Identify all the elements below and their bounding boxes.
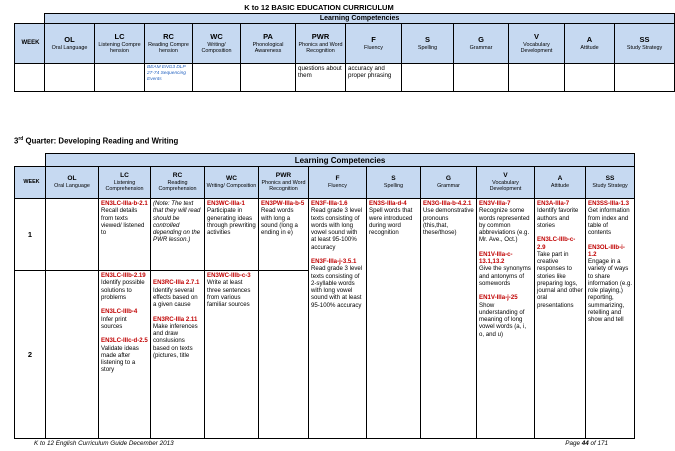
main-col-a: A Attitude xyxy=(535,167,586,199)
main-curriculum-table xyxy=(14,153,635,439)
top-col-g: G Grammar xyxy=(454,24,509,64)
top-col-pwr: PWR Phonics and Word Recognition xyxy=(296,24,346,64)
top-corner xyxy=(15,14,45,24)
week-2-ol-cell xyxy=(46,271,99,439)
week-1-rc-cell: (Note: The text that they will read should be controlled depending on the PWR lesson.) xyxy=(151,199,205,271)
top-rc-cell: BEAM ENG3 DLP 27-74 Sequencing Events xyxy=(145,64,193,92)
top-col-ol: OL Oral Language xyxy=(45,24,95,64)
top-col-v: V Vocabulary Development xyxy=(509,24,565,64)
top-ss-cell xyxy=(615,64,675,92)
grammar-cell: EN3G-IIIa-b-4.2.1 Use demonstrative pronouns (this,that, these/those) xyxy=(421,199,477,439)
top-col-a: A Attitude xyxy=(565,24,615,64)
attitude-cell: EN3A-IIIa-7 Identify favorite authors and stories EN3LC-IIIb-c-2.9 Take part in creative responses to stories like preparing logs, journal and other oral presentations xyxy=(535,199,586,439)
week-1-wc-cell: EN3WC-IIIa-1 Participate in generating ideas through prewriting activities xyxy=(205,199,259,271)
main-col-s: S Spelling xyxy=(367,167,421,199)
main-learning-competencies-heading: Learning Competencies xyxy=(46,154,635,167)
top-col-lc: LC Listening Compre hension xyxy=(95,24,145,64)
top-pa-cell xyxy=(241,64,296,92)
top-a-cell xyxy=(565,64,615,92)
top-col-rc: RC Reading Compre hension xyxy=(145,24,193,64)
week-1-number: 1 xyxy=(15,199,46,271)
vocabulary-cell: EN3V-IIIa-7 Recognize some words represented by common abbreviations (e.g. Mr. Ave., Oct.) EN1V-IIIa-c-13.1,13.2 Give the synonyms and antonyms of somewords EN1V-IIIa-j-25 Show understanding of meaning of long vowel words (a, i, o, and u) xyxy=(477,199,535,439)
top-f-cell: accuracy and proper phrasing xyxy=(346,64,402,92)
top-g-cell xyxy=(454,64,509,92)
main-col-rc: RC Reading Comprehension xyxy=(151,167,205,199)
week-2-rc-cell: EN3RC-IIIa 2.7.1 Identify several effects based on a given cause EN3RC-IIIa 2.11 Make inferences and draw conslusions based on texts (pictures, title xyxy=(151,271,205,439)
main-col-ol: OL Oral Language xyxy=(46,167,99,199)
main-col-pwr: PWR Phonics and Word Recognition xyxy=(259,167,309,199)
top-v-cell xyxy=(509,64,565,92)
page-title: K to 12 BASIC EDUCATION CURRICULUM xyxy=(244,3,394,12)
week-2-number: 2 xyxy=(15,271,46,439)
main-col-ss: SS Study Strategy xyxy=(586,167,635,199)
top-col-pa: PA Phonological Awareness xyxy=(241,24,296,64)
week-2-lc-cell: EN3LC-IIIb-2.19 Identify possible solutions to problems EN3LC-IIIb-4 Infer print sources EN3LC-IIIc-d-2.5 Validate ideas made after listening to a story xyxy=(99,271,151,439)
main-col-wc: WC Writing/ Composition xyxy=(205,167,259,199)
top-week-cell xyxy=(15,64,45,92)
main-col-g: G Grammar xyxy=(421,167,477,199)
main-col-f: F Fluency xyxy=(309,167,367,199)
main-corner xyxy=(15,154,46,167)
top-learning-competencies-heading: Learning Competencies xyxy=(45,14,675,24)
quarter-heading: 3rd Quarter: Developing Reading and Writing xyxy=(14,136,179,146)
week-2-pwr-cell xyxy=(259,271,309,439)
week-1-ol-cell xyxy=(46,199,99,271)
top-ol-cell xyxy=(45,64,95,92)
top-s-cell xyxy=(402,64,454,92)
footer-page-number: Page 44 of 171 xyxy=(565,440,608,447)
footer-guide-title: K to 12 English Curriculum Guide December 2013 xyxy=(34,440,174,447)
week-1-pwr-cell: EN3PW-IIIa-b-5 Read words with long a sound (long a ending in e) xyxy=(259,199,309,271)
top-week-label: WEEK xyxy=(15,24,45,64)
top-col-wc: WC Writing/ Composition xyxy=(193,24,241,64)
top-curriculum-table xyxy=(14,13,675,92)
study-strategy-cell: EN3SS-IIIa-1.3 Get information from index and table of contents EN3OL-IIIb-i-1.2 Engage in a variety of ways to share information (e.g. role playing,) reporting, summarizing, retelling and show and tell xyxy=(586,199,635,439)
main-col-lc: LC Listening Comprehension xyxy=(99,167,151,199)
top-wc-cell xyxy=(193,64,241,92)
week-1-lc-cell: EN3LC-IIIa-b-2.1 Recall details from texts viewed/ listened to xyxy=(99,199,151,271)
main-week-label: WEEK xyxy=(15,167,46,199)
week-2-wc-cell: EN3WC-IIIb-c-3 Write at least three sentences from various familiar sources xyxy=(205,271,259,439)
top-col-f: F Fluency xyxy=(346,24,402,64)
top-lc-cell xyxy=(95,64,145,92)
fluency-cell: EN3F-IIIa-1.6 Read grade 3 level texts consisting of words with long vowel sound with at least 95-100% accuracy EN3F-IIIa-j-3.5.1 Read grade 3 level texts consisting of 2-syllable words with long vowel sound with at least 95-100% accuracy xyxy=(309,199,367,439)
top-col-ss: SS Study Strategy xyxy=(615,24,675,64)
main-col-v: V Vocabulary Development xyxy=(477,167,535,199)
spelling-cell: EN3S-IIIa-d-4 Spell words that were introduced during word recognition xyxy=(367,199,421,439)
top-col-s: S Spelling xyxy=(402,24,454,64)
top-pwr-cell: questions about them xyxy=(296,64,346,92)
